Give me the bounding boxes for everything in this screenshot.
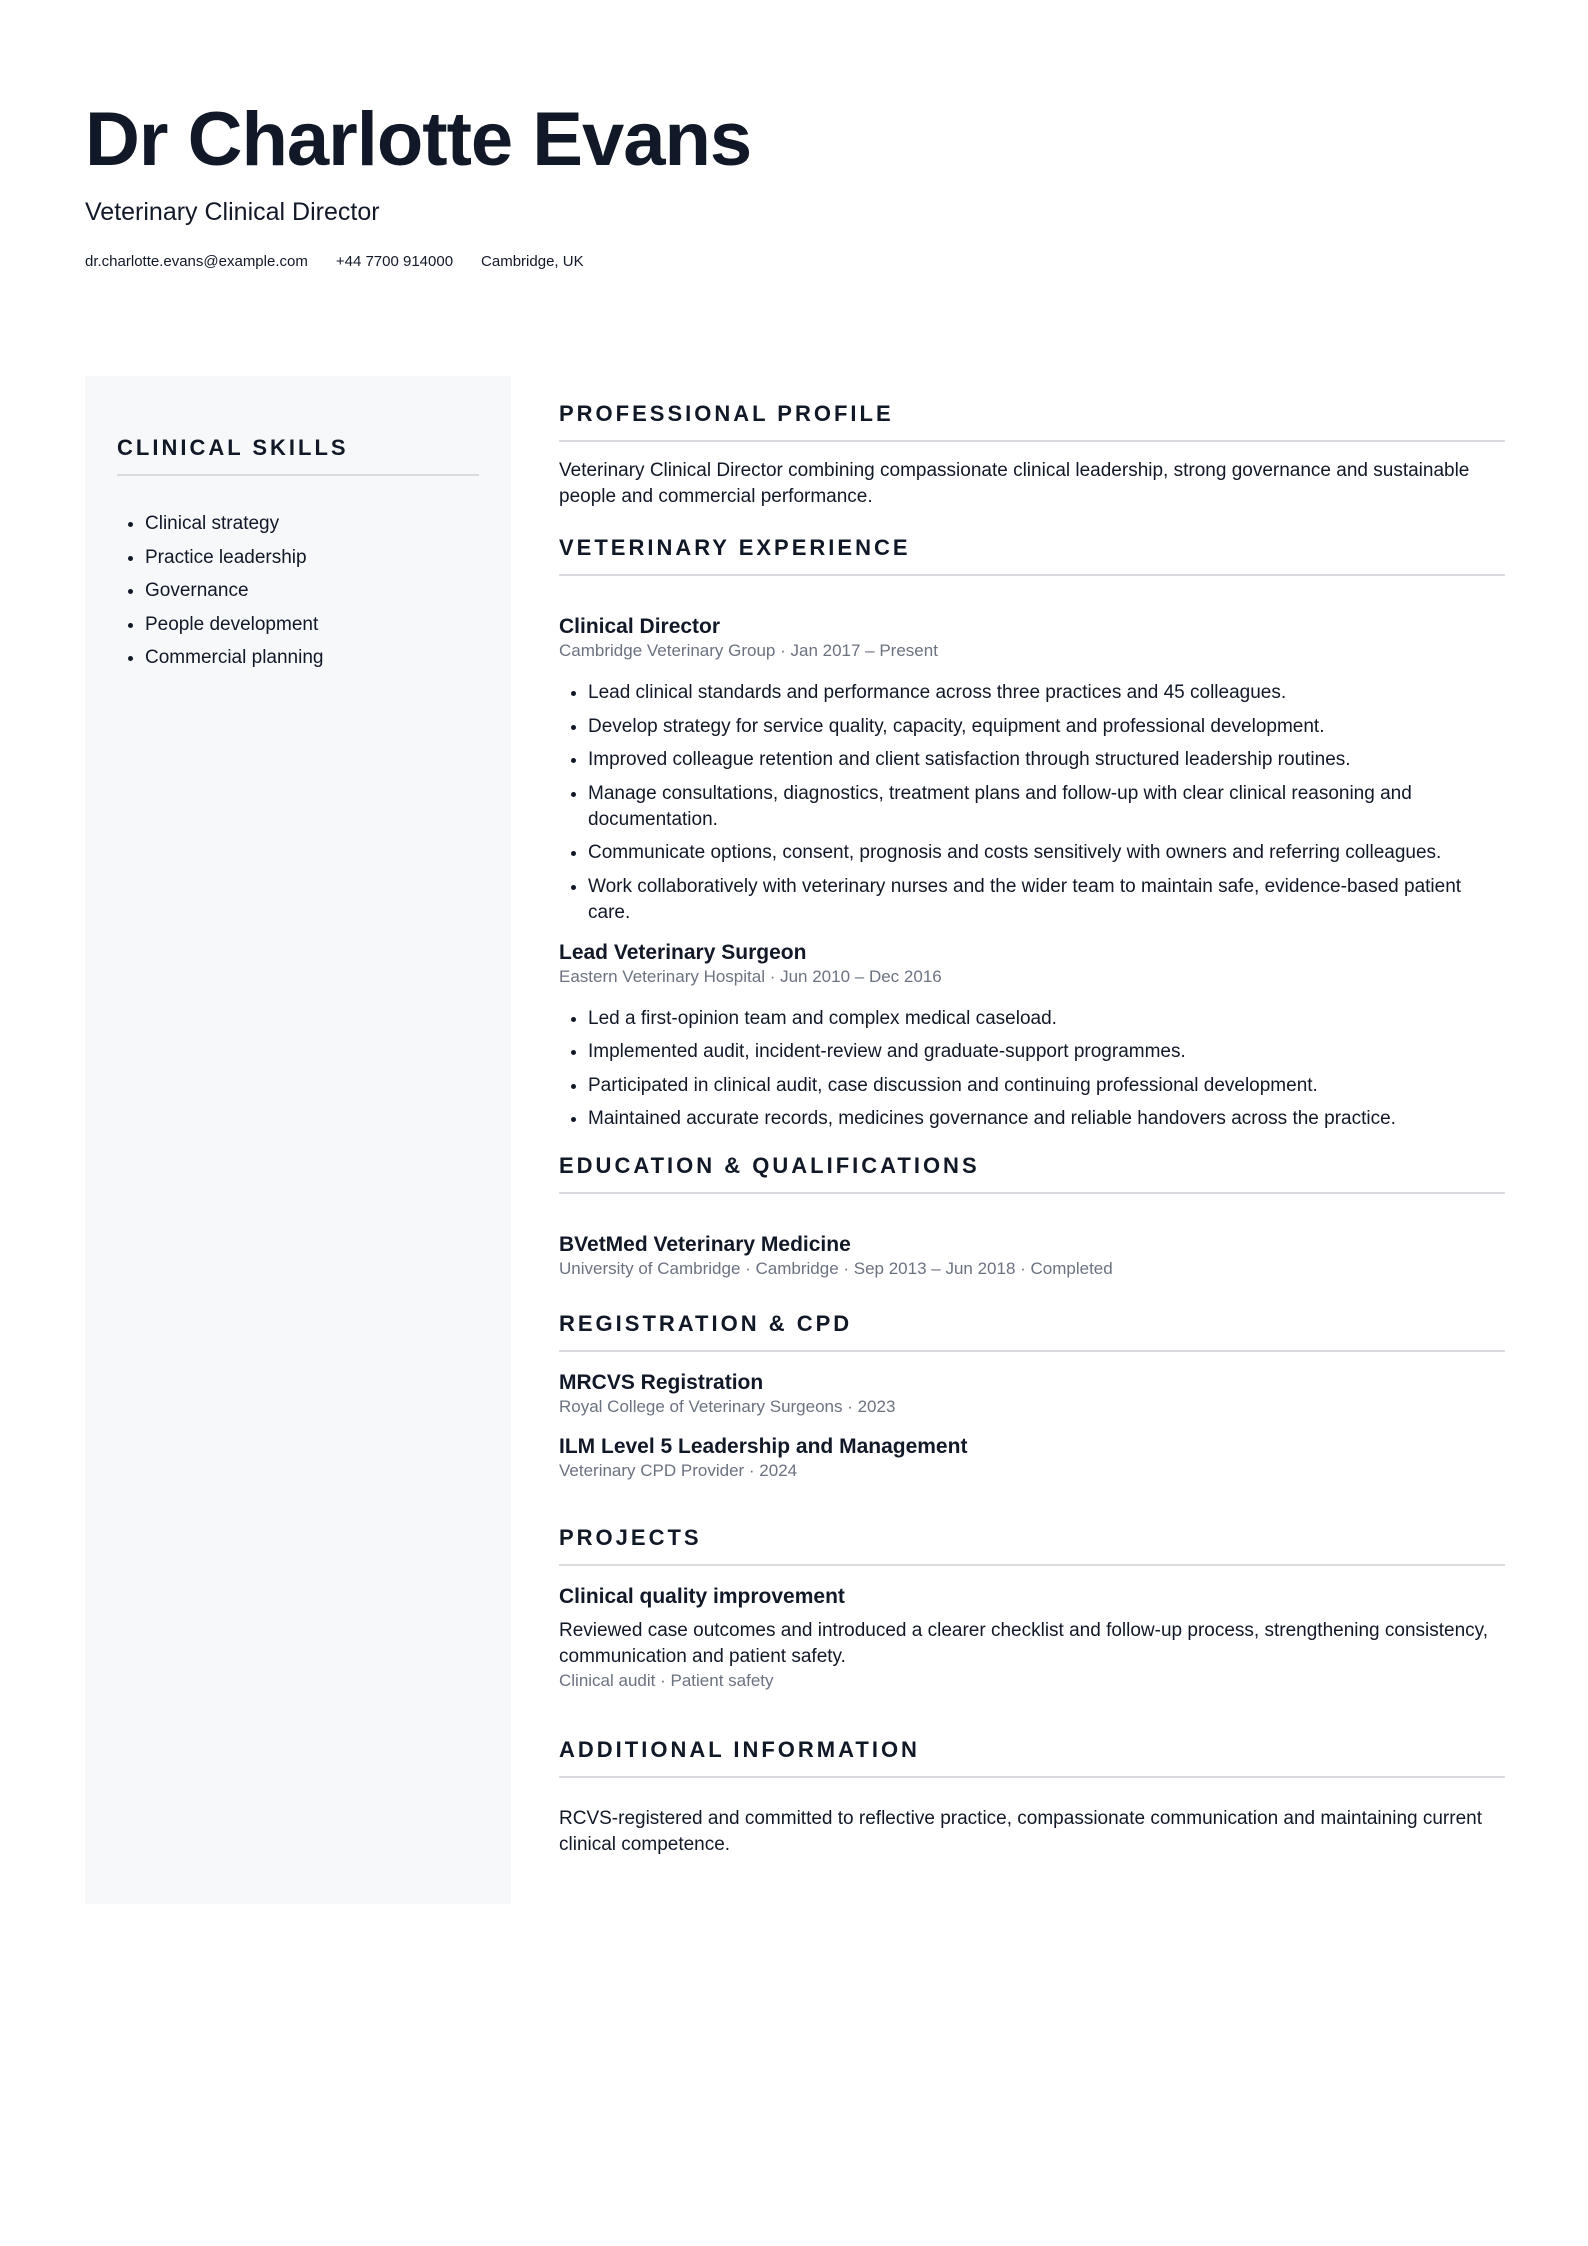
projects-heading: PROJECTS <box>559 1524 1505 1566</box>
job-bullet: • Maintained accurate records, medicines governance and reliable handovers across the practice. <box>588 1106 1505 1132</box>
registration-heading: REGISTRATION & CPD <box>559 1310 1505 1352</box>
job-bullet: • Improved colleague retention and client satisfaction through structured leadership routines. <box>588 747 1505 773</box>
skill-item: • Practice leadership <box>145 546 511 570</box>
registration-entry <box>559 1434 1505 1482</box>
job-bullet: • Manage consultations, diagnostics, treatment plans and follow-up with clear clinical reasoning and documentation. <box>588 781 1505 833</box>
education-meta: University of Cambridge · Cambridge · Sep 2013 – Jun 2018 · Completed <box>559 1259 1113 1278</box>
profile-section <box>559 400 1505 510</box>
job-bullet: • Implemented audit, incident-review and graduate-support programmes. <box>588 1039 1505 1065</box>
registration-meta: Veterinary CPD Provider · 2024 <box>559 1461 798 1480</box>
job-entry <box>559 614 1505 926</box>
profile-text: Veterinary Clinical Director combining compassionate clinical leadership, strong governance and sustainable people and commercial performance. <box>559 460 1470 507</box>
additional-heading: ADDITIONAL INFORMATION <box>559 1736 1505 1778</box>
registration-title: ILM Level 5 Leadership and Management <box>559 1435 968 1458</box>
candidate-role: Veterinary Clinical Director <box>85 198 380 226</box>
project-entry <box>559 1584 1505 1692</box>
job-bullet: • Work collaboratively with veterinary nurses and the wider team to maintain safe, evidence-based patient care. <box>588 874 1505 926</box>
additional-text: RCVS-registered and committed to reflective practice, compassionate communication and maintaining current clinical competence. <box>559 1808 1482 1855</box>
job-bullet: • Participated in clinical audit, case discussion and continuing professional development. <box>588 1073 1505 1099</box>
registration-meta: Royal College of Veterinary Surgeons · 2023 <box>559 1397 896 1416</box>
profile-heading: PROFESSIONAL PROFILE <box>559 400 1505 442</box>
main-column <box>559 400 1505 1858</box>
project-title: Clinical quality improvement <box>559 1585 845 1608</box>
skills-heading: CLINICAL SKILLS <box>117 434 479 476</box>
education-title: BVetMed Veterinary Medicine <box>559 1233 851 1256</box>
experience-section <box>559 534 1505 1132</box>
registration-entry <box>559 1370 1505 1418</box>
job-bullet: • Develop strategy for service quality, capacity, equipment and professional development. <box>588 714 1505 740</box>
project-text: Reviewed case outcomes and introduced a clearer checklist and follow-up process, strengthening consistency, communication and patient safety. <box>559 1620 1489 1667</box>
sidebar <box>85 376 511 1904</box>
registration-section <box>559 1310 1505 1482</box>
contact-phone: +44 7700 914000 <box>335 253 454 270</box>
candidate-name: Dr Charlotte Evans <box>85 97 752 182</box>
education-heading: EDUCATION & QUALIFICATIONS <box>559 1152 1505 1194</box>
job-meta: Eastern Veterinary Hospital · Jun 2010 – Dec 2016 <box>559 966 942 986</box>
job-bullets <box>559 1006 1505 1133</box>
job-bullets <box>559 680 1505 926</box>
skills-list <box>85 512 511 670</box>
education-entry <box>559 1232 1505 1280</box>
contact-location: Cambridge, UK <box>481 253 584 270</box>
job-bullet: • Communicate options, consent, prognosis and costs sensitively with owners and referring colleagues. <box>588 840 1505 866</box>
experience-heading: VETERINARY EXPERIENCE <box>559 534 1505 576</box>
job-title: Clinical Director <box>559 615 721 638</box>
additional-section <box>559 1736 1505 1858</box>
job-title: Lead Veterinary Surgeon <box>559 940 807 964</box>
skill-item: • Clinical strategy <box>145 512 511 536</box>
projects-section <box>559 1524 1505 1692</box>
skill-item: • Governance <box>145 579 511 603</box>
job-bullet: • Lead clinical standards and performance across three practices and 45 colleagues. <box>588 680 1505 706</box>
job-entry <box>559 940 1505 1133</box>
contact-email: dr.charlotte.evans@example.com <box>85 253 308 270</box>
job-meta: Cambridge Veterinary Group · Jan 2017 – Present <box>559 641 938 660</box>
registration-title: MRCVS Registration <box>559 1371 764 1394</box>
skill-item: • People development <box>145 613 511 637</box>
project-meta: Clinical audit · Patient safety <box>559 1671 774 1690</box>
contact-line <box>85 252 1505 272</box>
job-bullet: • Led a first-opinion team and complex medical caseload. <box>588 1006 1505 1032</box>
skill-item: • Commercial planning <box>145 646 511 670</box>
education-section <box>559 1152 1505 1280</box>
resume-header <box>85 96 1505 272</box>
